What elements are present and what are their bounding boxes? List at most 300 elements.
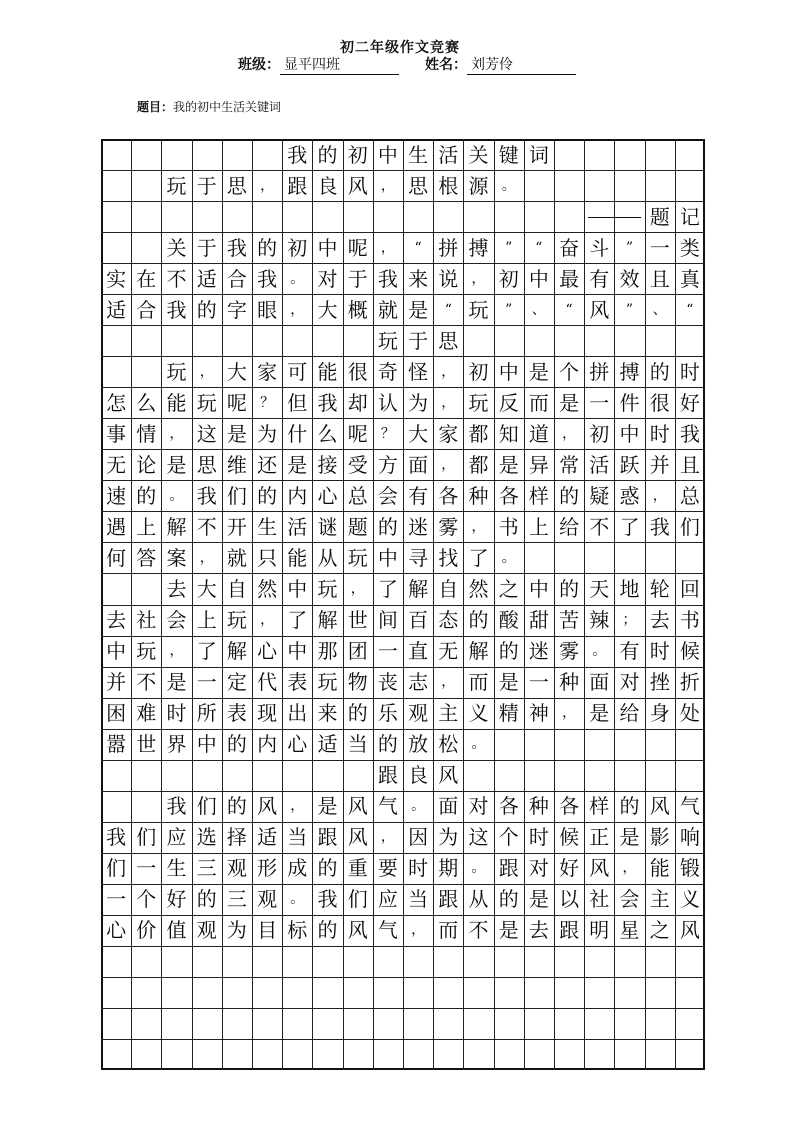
grid-cell-char: 迷: [408, 514, 429, 539]
grid-cell-char: 然: [257, 576, 278, 601]
grid-row-line: [101, 977, 705, 978]
grid-cell-char: 适: [257, 825, 278, 850]
grid-cell-char: 放: [408, 732, 429, 757]
grid-cell-char: 生: [408, 142, 429, 167]
grid-cell-char: 风: [347, 825, 368, 850]
grid-cell-char: 奇: [377, 359, 398, 384]
grid-cell-char: 志: [408, 670, 429, 695]
grid-cell-char: 初: [468, 359, 489, 384]
grid-cell-char: “: [686, 301, 694, 318]
grid-cell-char: 风: [347, 794, 368, 819]
grid-cell-char: 那: [317, 639, 338, 664]
grid-cell-char: 但: [287, 390, 308, 415]
grid-cell-char: 还: [257, 452, 278, 477]
grid-cell-char: 时: [166, 701, 187, 726]
grid-cell-char: 适: [106, 297, 127, 322]
grid-cell-char: 种: [559, 670, 580, 695]
grid-cell-char: 一: [528, 670, 549, 695]
grid-cell-char: 。: [501, 549, 516, 566]
grid-cell-char: 效: [619, 266, 640, 291]
grid-cell-char: 、: [652, 301, 667, 318]
grid-cell-char: 我: [287, 142, 308, 167]
grid-cell-char: 。: [592, 643, 607, 660]
grid-cell-char: 可: [287, 359, 308, 384]
grid-cell-char: 百: [408, 608, 429, 633]
prompt-text: 我的初中生活关键词: [173, 100, 282, 114]
grid-cell-char: 跟: [377, 763, 398, 788]
grid-cell-char: 有: [589, 266, 610, 291]
grid-cell-char: 雾: [438, 514, 459, 539]
grid-cell-char: 搏: [619, 359, 640, 384]
grid-cell-char: ”: [625, 239, 634, 256]
grid-cell-char: 正: [589, 825, 610, 850]
grid-cell-char: 重: [347, 856, 368, 881]
grid-cell-char: 心: [317, 483, 338, 508]
grid-cell-char: 寻: [408, 545, 429, 570]
grid-cell-char: 生: [166, 856, 187, 881]
grid-cell-char: 处: [679, 701, 700, 726]
grid-cell-char: 团: [347, 639, 368, 664]
grid-cell-char: 地: [619, 576, 640, 601]
grid-cell-char: 中: [106, 639, 127, 664]
grid-cell-char: 所: [196, 701, 217, 726]
grid-cell-char: 概: [347, 297, 368, 322]
grid-cell-char: 活: [438, 142, 459, 167]
grid-cell-char: 且: [679, 452, 700, 477]
grid-cell-char: 一: [589, 390, 610, 415]
grid-cell-char: 的: [317, 142, 338, 167]
grid-cell-char: 。: [471, 736, 486, 753]
grid-cell-char: 键: [498, 142, 519, 167]
grid-cell-char: 初: [347, 142, 368, 167]
grid-cell-char: 不: [166, 266, 187, 291]
grid-cell-char: 观: [226, 856, 247, 881]
grid-cell-char: 挫: [649, 670, 670, 695]
grid-cell-char: 目: [257, 918, 278, 943]
grid-cell-char: 风: [347, 173, 368, 198]
grid-cell-char: 困: [106, 701, 127, 726]
grid-cell-char: 回: [679, 576, 700, 601]
grid-cell-char: 大: [196, 576, 217, 601]
grid-cell-char: 面: [589, 670, 610, 695]
grid-cell-char: ？: [260, 394, 275, 411]
grid-cell-char: 乐: [377, 701, 398, 726]
grid-cell-char: 一: [377, 639, 398, 664]
grid-cell-char: 有: [408, 483, 429, 508]
grid-cell-char: 的: [226, 732, 247, 757]
grid-cell-char: 当: [408, 887, 429, 912]
grid-cell-char: 中: [528, 576, 549, 601]
grid-cell-char: 要: [377, 856, 398, 881]
grid-cell-char: 论: [136, 452, 157, 477]
grid-cell-char: 面: [408, 452, 429, 477]
grid-cell-char: ，: [622, 860, 637, 877]
grid-cell-char: 。: [169, 487, 184, 504]
grid-row-line: [101, 1008, 705, 1009]
grid-cell-char: 的: [377, 514, 398, 539]
grid-cell-char: 解: [408, 576, 429, 601]
grid-cell-char: 知: [498, 421, 519, 446]
grid-cell-char: 初: [287, 235, 308, 260]
grid-cell-char: 思: [438, 328, 459, 353]
grid-cell-char: 甜: [528, 608, 549, 633]
grid-cell-char: 眼: [257, 297, 278, 322]
grid-cell-char: 实: [106, 266, 127, 291]
grid-cell-char: ，: [441, 394, 456, 411]
grid-cell-char: ，: [471, 270, 486, 287]
grid-cell-char: ，: [199, 549, 214, 566]
grid-cell-char: 中: [377, 545, 398, 570]
grid-cell-char: 社: [136, 608, 157, 633]
grid-cell-char: 么: [136, 390, 157, 415]
grid-cell-char: 词: [528, 142, 549, 167]
grid-cell-char: 辣: [589, 608, 610, 633]
grid-cell-char: 的: [619, 794, 640, 819]
grid-cell-char: ，: [350, 580, 365, 597]
grid-cell-char: 呢: [226, 390, 247, 415]
grid-cell-char: ，: [380, 829, 395, 846]
grid-cell-char: 形: [257, 856, 278, 881]
grid-cell-char: 。: [411, 798, 426, 815]
grid-cell-char: 我: [226, 235, 247, 260]
grid-cell-char: 中: [287, 639, 308, 664]
grid-cell-char: 合: [226, 266, 247, 291]
grid-cell-char: 们: [106, 856, 127, 881]
grid-cell-char: 直: [408, 639, 429, 664]
grid-cell-char: 字: [226, 297, 247, 322]
grid-cell-char: 良: [408, 763, 429, 788]
grid-cell-char: 风: [257, 794, 278, 819]
grid-cell-char: ”: [505, 239, 513, 256]
grid-cell-char: ，: [290, 301, 305, 318]
grid-cell-char: ，: [441, 456, 456, 473]
grid-cell-char: 这: [196, 421, 217, 446]
grid-cell-char: 现: [257, 701, 278, 726]
grid-cell-char: 于: [347, 266, 368, 291]
prompt-label: 题目：: [137, 100, 174, 114]
grid-cell-char: 而: [528, 390, 549, 415]
grid-cell-char: 玩: [317, 670, 338, 695]
grid-cell-char: 响: [679, 825, 700, 850]
grid-cell-char: 来: [317, 701, 338, 726]
grid-cell-char: 自: [438, 576, 459, 601]
grid-row-line: [101, 946, 705, 947]
grid-cell-char: 开: [226, 514, 247, 539]
grid-cell-char: 惑: [619, 483, 640, 508]
grid-cell-char: 情: [136, 421, 157, 446]
grid-cell-char: 跟: [317, 825, 338, 850]
grid-cell-char: 期: [438, 856, 459, 881]
grid-cell-char: 个: [136, 887, 157, 912]
grid-cell-char: 好: [679, 390, 700, 415]
grid-cell-char: 来: [408, 266, 429, 291]
grid-cell-char: 嚣: [106, 732, 127, 757]
grid-cell-char: 代: [257, 670, 278, 695]
grid-cell-char: 表: [226, 701, 247, 726]
grid-cell-char: ；: [622, 612, 637, 629]
grid-cell-char: 是: [166, 670, 187, 695]
grid-cell-char: 表: [287, 670, 308, 695]
grid-cell-char: 以: [559, 887, 580, 912]
grid-cell-char: 是: [226, 421, 247, 446]
grid-cell-char: 大: [317, 297, 338, 322]
grid-cell-char: 物: [347, 670, 368, 695]
grid-cell-char: ”: [625, 301, 634, 318]
grid-cell-char: 呢: [347, 235, 368, 260]
grid-cell-char: 记: [679, 204, 700, 229]
grid-cell-char: 会: [619, 887, 640, 912]
grid-cell-char: 各: [498, 483, 519, 508]
grid-cell-char: 。: [290, 891, 305, 908]
grid-cell-char: 天: [589, 576, 610, 601]
grid-cell-char: 苦: [559, 608, 580, 633]
grid-cell-char: 是: [498, 918, 519, 943]
grid-cell-char: 应: [377, 887, 398, 912]
grid-cell-char: 维: [226, 452, 247, 477]
grid-cell-char: 一: [106, 887, 127, 912]
grid-cell-char: ，: [441, 674, 456, 691]
grid-cell-char: 时: [649, 639, 670, 664]
grid-cell-char: 是: [528, 359, 549, 384]
grid-cell-char: 反: [498, 390, 519, 415]
grid-cell-char: 解: [317, 608, 338, 633]
grid-cell-char: 为: [226, 918, 247, 943]
grid-cell-char: 中: [619, 421, 640, 446]
grid-cell-char: 常: [559, 452, 580, 477]
grid-cell-char: 中: [287, 576, 308, 601]
grid-cell-char: 好: [559, 856, 580, 881]
grid-cell-char: 去: [649, 608, 670, 633]
grid-cell-char: 心: [106, 918, 127, 943]
grid-cell-char: 生: [257, 514, 278, 539]
grid-cell-char: 神: [528, 701, 549, 726]
grid-cell-char: 谜: [317, 514, 338, 539]
grid-cell-char: 是: [166, 452, 187, 477]
grid-cell-char: 怪: [408, 359, 429, 384]
grid-cell-char: ？: [380, 425, 395, 442]
grid-cell-char: 我: [377, 266, 398, 291]
grid-cell-char: 很: [649, 390, 670, 415]
grid-cell-char: 们: [347, 887, 368, 912]
grid-cell-char: “: [565, 301, 573, 318]
grid-cell-char: 而: [468, 670, 489, 695]
grid-cell-char: 是: [528, 887, 549, 912]
grid-cell-char: 去: [528, 918, 549, 943]
grid-cell-char: 玩: [377, 328, 398, 353]
grid-cell-char: 活: [589, 452, 610, 477]
grid-cell-char: 接: [317, 452, 338, 477]
grid-cell-char: 样: [528, 483, 549, 508]
grid-cell-char: 合: [136, 297, 157, 322]
grid-cell-char: 选: [196, 825, 217, 850]
grid-cell-char: ，: [441, 363, 456, 380]
grid-cell-char: 心: [287, 732, 308, 757]
grid-row-line: [101, 1039, 705, 1040]
grid-cell-char: ，: [169, 643, 184, 660]
grid-cell-char: 的: [468, 608, 489, 633]
grid-cell-char: 总: [347, 483, 368, 508]
grid-cell-char: 受: [347, 452, 368, 477]
grid-cell-char: 书: [498, 514, 519, 539]
grid-cell-char: 风: [589, 856, 610, 881]
grid-cell-char: 世: [136, 732, 157, 757]
grid-cell-char: 源: [468, 173, 489, 198]
grid-cell-char: 了: [287, 608, 308, 633]
grid-cell-char: 会: [377, 483, 398, 508]
grid-cell-char: 的: [498, 887, 519, 912]
grid-cell-char: 难: [136, 701, 157, 726]
grid-cell-char: 影: [649, 825, 670, 850]
grid-cell-char: 了: [377, 576, 398, 601]
grid-cell-char: 道: [528, 421, 549, 446]
grid-cell-char: 中: [317, 235, 338, 260]
name-value: 刘芳伶: [467, 54, 576, 75]
grid-cell-char: 上: [196, 608, 217, 633]
grid-cell-char: 价: [136, 918, 157, 943]
grid-cell-char: 自: [226, 576, 247, 601]
grid-cell-char: 斗: [589, 235, 610, 260]
grid-cell-char: 怎: [106, 390, 127, 415]
grid-cell-char: 答: [136, 545, 157, 570]
grid-cell-char: 玩: [166, 173, 187, 198]
grid-cell-char: 奋: [559, 235, 580, 260]
grid-cell-char: 松: [438, 732, 459, 757]
grid-cell-char: 时: [679, 359, 700, 384]
grid-cell-char: 都: [468, 452, 489, 477]
grid-cell-char: 各: [438, 483, 459, 508]
grid-cell-char: 为: [257, 421, 278, 446]
class-field: [238, 54, 399, 74]
grid-cell-char: 题: [649, 204, 670, 229]
grid-cell-char: 星: [619, 918, 640, 943]
grid-cell-char: 主: [649, 887, 670, 912]
grid-cell-char: 关: [468, 142, 489, 167]
grid-cell-char: 事: [106, 421, 127, 446]
grid-cell-char: ，: [652, 487, 667, 504]
grid-cell-char: 应: [166, 825, 187, 850]
grid-cell-char: 中: [498, 359, 519, 384]
grid-cell-char: 面: [438, 794, 459, 819]
grid-cell-char: 都: [468, 421, 489, 446]
grid-cell-char: 我: [196, 483, 217, 508]
grid-cell-char: 观: [408, 701, 429, 726]
grid-cell-char: 三: [226, 887, 247, 912]
grid-cell-char: 上: [136, 514, 157, 539]
grid-cell-char: ，: [290, 798, 305, 815]
grid-cell-char: 风: [679, 918, 700, 943]
grid-cell-char: 的: [559, 576, 580, 601]
grid-cell-char: 是: [287, 452, 308, 477]
grid-cell-char: ，: [169, 425, 184, 442]
grid-cell-char: 只: [257, 545, 278, 570]
grid-cell-char: 无: [106, 452, 127, 477]
grid-cell-char: 书: [679, 608, 700, 633]
grid-cell-char: 中: [196, 732, 217, 757]
grid-cell-char: 观: [257, 887, 278, 912]
grid-cell-char: 态: [438, 608, 459, 633]
grid-cell-char: 玩: [196, 390, 217, 415]
grid-cell-char: 玩: [347, 545, 368, 570]
grid-cell-char: 是: [589, 701, 610, 726]
grid-cell-char: 种: [468, 483, 489, 508]
grid-cell-char: 何: [106, 545, 127, 570]
grid-cell-char: 择: [226, 825, 247, 850]
grid-cell-char: 我: [649, 514, 670, 539]
grid-cell-char: 良: [317, 173, 338, 198]
grid-cell-char: 跟: [559, 918, 580, 943]
grid-cell-char: 的: [649, 359, 670, 384]
grid-cell-char: 跃: [619, 452, 640, 477]
grid-cell-char: 却: [347, 390, 368, 415]
grid-cell-char: 跟: [287, 173, 308, 198]
grid-cell-char: ，: [380, 177, 395, 194]
grid-cell-char: 对: [317, 266, 338, 291]
grid-cell-char: 我: [166, 794, 187, 819]
grid-cell-char: 了: [468, 545, 489, 570]
grid-cell-char: 是: [317, 794, 338, 819]
grid-cell-char: 各: [559, 794, 580, 819]
grid-cell-char: 能: [317, 359, 338, 384]
grid-cell-char: 思: [226, 173, 247, 198]
grid-cell-char: 内: [257, 732, 278, 757]
grid-cell-char: 就: [377, 297, 398, 322]
grid-cell-char: 们: [679, 514, 700, 539]
grid-cell-char: 成: [287, 856, 308, 881]
grid-cell-char: 社: [589, 887, 610, 912]
grid-cell-char: 总: [679, 483, 700, 508]
grid-cell-char: 值: [166, 918, 187, 943]
grid-cell-char: 解: [468, 639, 489, 664]
grid-cell-char: 真: [679, 266, 700, 291]
grid-cell-char: 在: [136, 266, 157, 291]
grid-cell-char: 案: [166, 545, 187, 570]
grid-cell-char: 明: [589, 918, 610, 943]
grid-cell-char: 于: [196, 235, 217, 260]
grid-cell-char: 适: [196, 266, 217, 291]
grid-cell-char: 样: [589, 794, 610, 819]
grid-cell-char: 能: [287, 545, 308, 570]
grid-cell-char: 给: [559, 514, 580, 539]
grid-cell-char: 活: [287, 514, 308, 539]
grid-cell-char: 然: [468, 576, 489, 601]
name-field: [425, 54, 576, 74]
grid-cell-char: 给: [619, 701, 640, 726]
grid-cell-char: 观: [196, 918, 217, 943]
grid-cell-char: 我: [106, 825, 127, 850]
grid-cell-char: 我: [679, 421, 700, 446]
grid-cell-char: 标: [287, 918, 308, 943]
grid-cell-char: 界: [166, 732, 187, 757]
grid-cell-char: 玩: [468, 297, 489, 322]
grid-cell-char: 、: [531, 301, 546, 318]
grid-cell-char: 去: [106, 608, 127, 633]
grid-cell-char: 。: [471, 860, 486, 877]
grid-cell-char: 玩: [166, 359, 187, 384]
grid-cell-char: 。: [501, 177, 516, 194]
grid-cell-char: 时: [649, 421, 670, 446]
grid-cell-char: 的: [377, 732, 398, 757]
grid-cell-char: 义: [468, 701, 489, 726]
page-title: 初二年级作文竞赛: [340, 40, 460, 56]
grid-cell-char: 找: [438, 545, 459, 570]
grid-cell-char: 而: [438, 918, 459, 943]
grid-cell-char: 世: [347, 608, 368, 633]
grid-cell-char: 的: [317, 918, 338, 943]
grid-cell-char: 义: [679, 887, 700, 912]
grid-cell-char: 这: [468, 825, 489, 850]
grid-cell-char: 为: [438, 825, 459, 850]
grid-cell-char: 遇: [106, 514, 127, 539]
